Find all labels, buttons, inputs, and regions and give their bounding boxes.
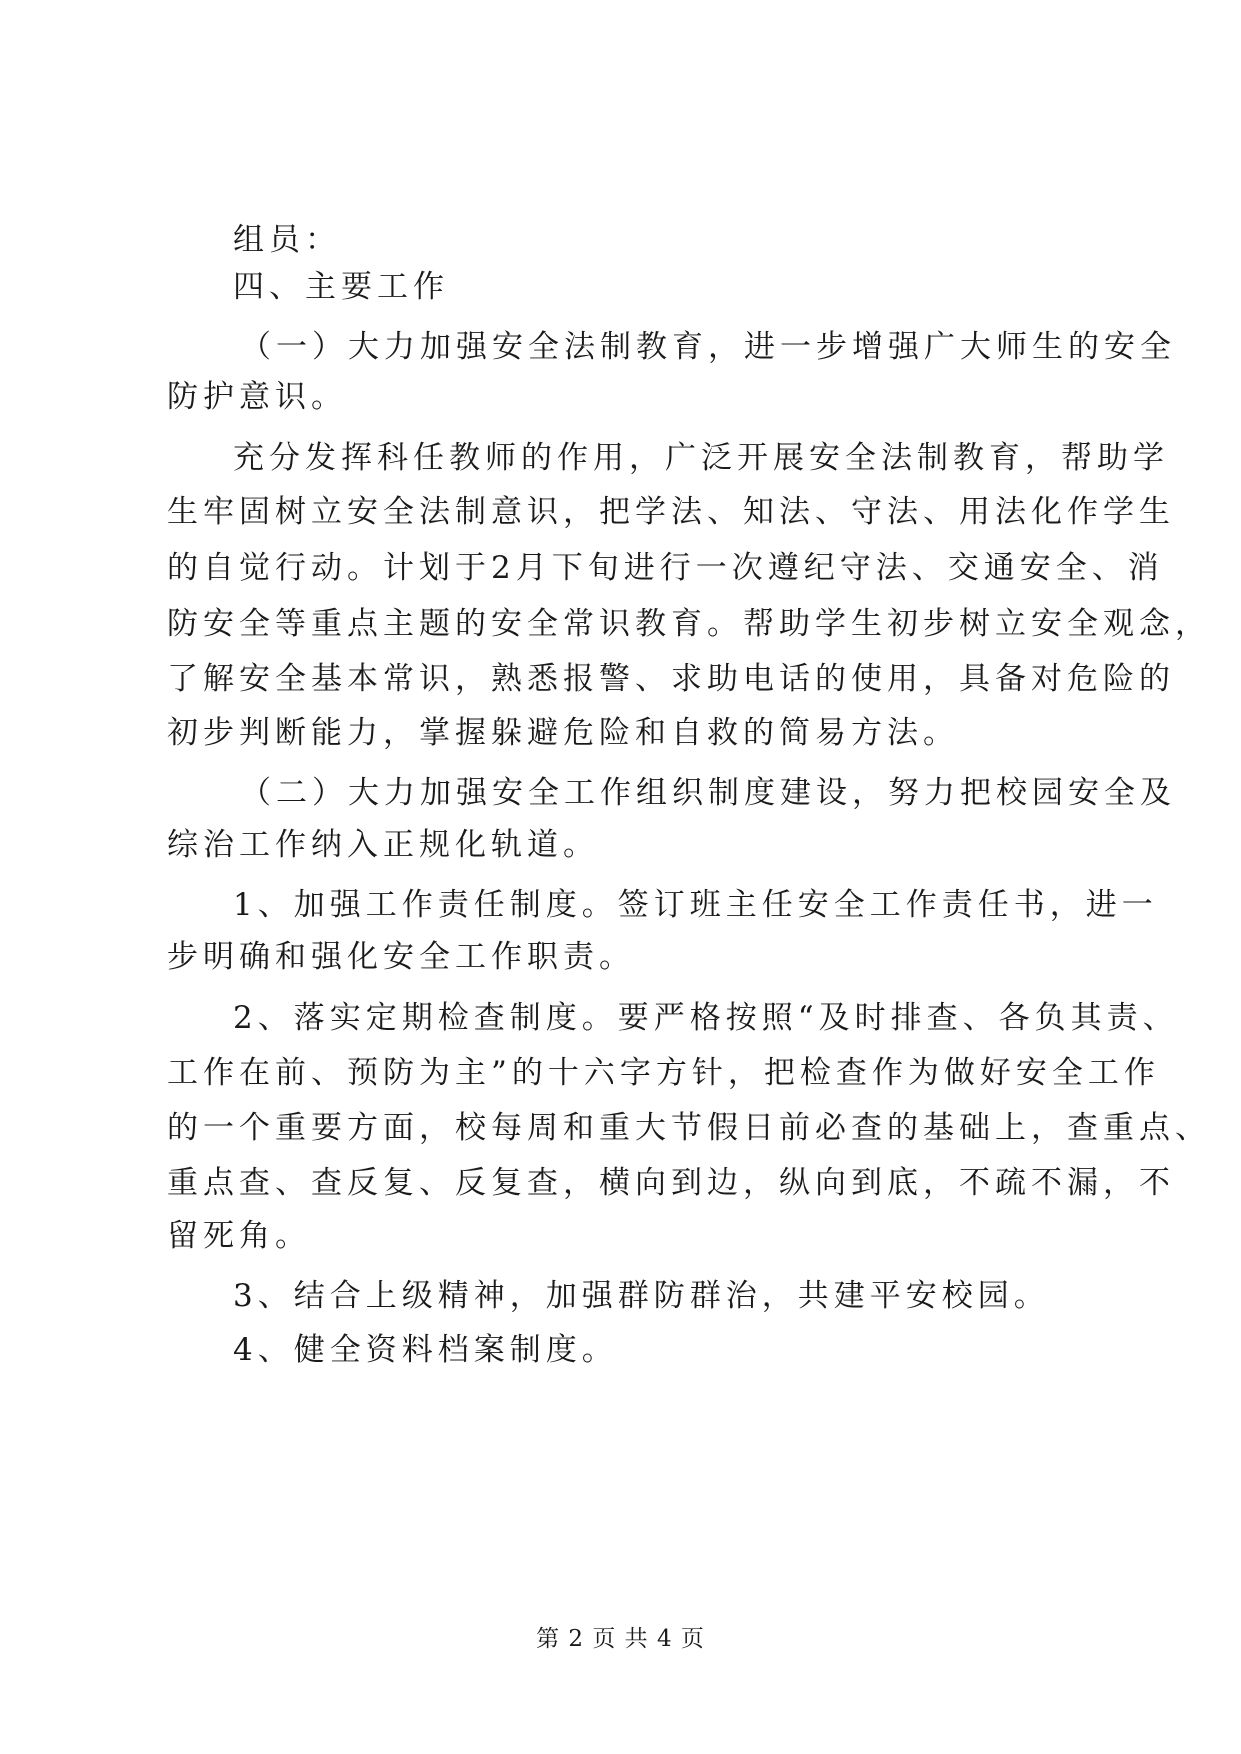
item-4-line-1: 4、健全资料档案制度。 <box>233 1332 618 1368</box>
item-2-line-4: 重点查、查反复、反复查，横向到边，纵向到底，不疏不漏，不 <box>167 1165 1175 1201</box>
text-line-members: 组员： <box>233 222 341 258</box>
item-2-line-3: 的一个重要方面，校每周和重大节假日前必查的基础上，查重点、 <box>167 1110 1211 1146</box>
section-heading-main-work: 四、主要工作 <box>233 269 449 305</box>
item-2-line-1: 2、落实定期检查制度。要严格按照“及时排查、各负其责、 <box>233 1000 1179 1036</box>
item-3-line-1: 3、结合上级精神，加强群防群治，共建平安校园。 <box>233 1278 1050 1314</box>
subsection-heading-1-cont: 防护意识。 <box>167 379 347 415</box>
paragraph-1-line-4: 防安全等重点主题的安全常识教育。帮助学生初步树立安全观念， <box>167 606 1211 642</box>
item-1-line-2: 步明确和强化安全工作职责。 <box>167 939 635 975</box>
paragraph-1-line-6: 初步判断能力，掌握躲避危险和自救的简易方法。 <box>167 715 959 751</box>
subsection-heading-1: （一）大力加强安全法制教育，进一步增强广大师生的安全 <box>240 329 1176 365</box>
paragraph-1-line-1: 充分发挥科任教师的作用，广泛开展安全法制教育，帮助学 <box>233 440 1169 476</box>
item-2-line-2: 工作在前、预防为主”的十六字方针，把检查作为做好安全工作 <box>167 1055 1160 1091</box>
page-number-footer: 第 2 页 共 4 页 <box>536 1626 705 1652</box>
paragraph-1-line-3: 的自觉行动。计划于2月下旬进行一次遵纪守法、交通安全、消 <box>167 550 1164 586</box>
paragraph-1-line-2: 生牢固树立安全法制意识，把学法、知法、守法、用法化作学生 <box>167 494 1175 530</box>
subsection-heading-2: （二）大力加强安全工作组织制度建设，努力把校园安全及 <box>240 775 1176 811</box>
subsection-heading-2-cont: 综治工作纳入正规化轨道。 <box>167 827 599 863</box>
paragraph-1-line-5: 了解安全基本常识，熟悉报警、求助电话的使用，具备对危险的 <box>167 661 1175 697</box>
item-2-line-5: 留死角。 <box>167 1218 311 1254</box>
item-1-line-1: 1、加强工作责任制度。签订班主任安全工作责任书，进一 <box>233 887 1158 923</box>
